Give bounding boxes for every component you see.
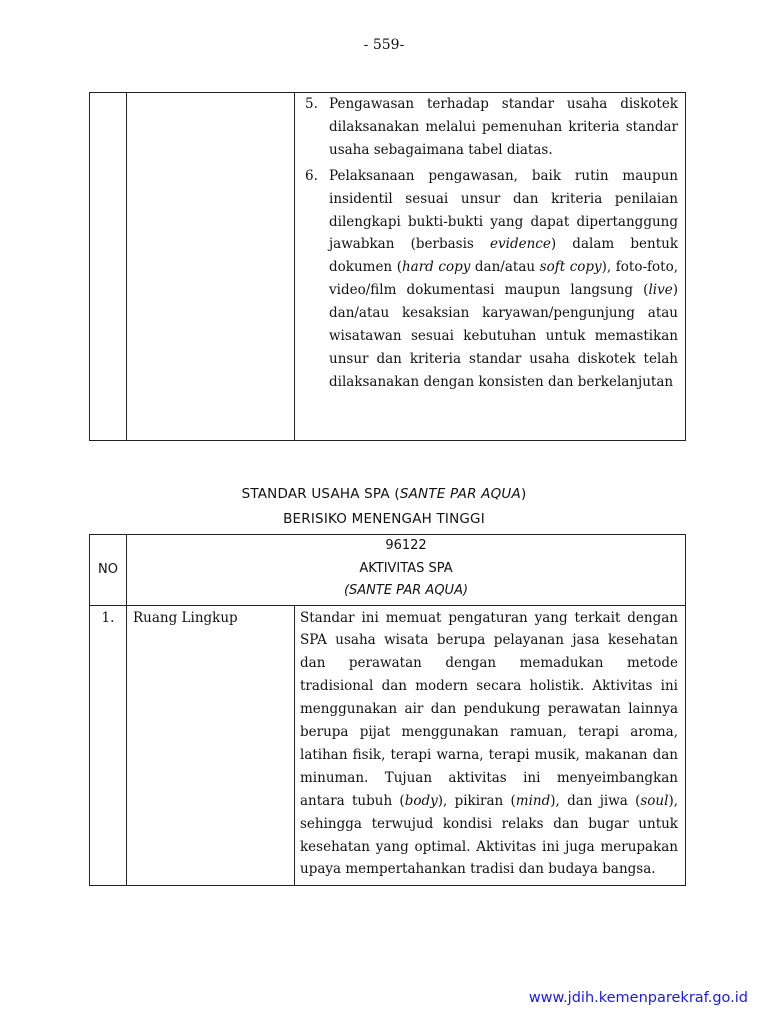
list-item-text bbox=[329, 93, 678, 162]
number-cell bbox=[90, 93, 127, 441]
text-run: Standar ini memuat pengaturan yang terkait dengan SPA usaha wisata berupa pelayanan jasa kesehatan dan perawatan dengan memadukan metode tradisional dan modern secara holistik. Aktivitas ini menggunakan air dan pendukung perawatan lainnya berupa pijat menggunakan ramuan, terapi aroma, latihan fisik, terapi warna, terapi musik, makanan dan minuman. Tujuan aktivitas ini menyeimbangkan antara tubuh ( bbox=[300, 609, 678, 809]
list-item-text bbox=[329, 165, 678, 394]
text-run: dan/atau bbox=[470, 259, 540, 276]
table-row bbox=[90, 605, 686, 886]
italic-text: soul bbox=[640, 792, 669, 809]
list-marker: 6. bbox=[305, 167, 318, 184]
text-run: ), pikiran ( bbox=[437, 792, 516, 809]
table-row bbox=[90, 93, 686, 441]
section-subtitle: BERISIKO MENENGAH TINGGI bbox=[283, 511, 485, 527]
list-item bbox=[305, 93, 678, 162]
row-number: 1. bbox=[90, 605, 127, 886]
italic-text: body bbox=[404, 792, 438, 809]
numbered-list bbox=[305, 93, 678, 394]
spa-standard-table bbox=[89, 534, 686, 886]
label-cell bbox=[127, 93, 295, 441]
section-title-prefix: STANDAR USAHA SPA ( bbox=[241, 486, 400, 502]
italic-text: mind bbox=[515, 792, 551, 809]
activity-header bbox=[127, 535, 686, 606]
italic-text: hard copy bbox=[401, 259, 471, 276]
table-header-row bbox=[90, 535, 686, 606]
activity-code: 96122 bbox=[385, 538, 427, 553]
italic-text: evidence bbox=[490, 236, 551, 253]
section-title-suffix: ) bbox=[520, 486, 527, 502]
text-run: ), sehingga terwujud kondisi relaks dan bugar untuk kesehatan yang optimal. Aktivitas ini juga merupakan upaya mempertahankan tradisi dan budaya bangsa. bbox=[300, 792, 679, 878]
footer-website-link[interactable]: www.jdih.kemenparekraf.go.id bbox=[528, 990, 748, 1006]
text-run: ), foto-foto, video/film dokumentasi maupun langsung ( bbox=[329, 259, 678, 299]
text-run: ) dalam bentuk dokumen ( bbox=[329, 236, 678, 276]
text-run: Pengawasan terhadap standar usaha diskotek dilaksanakan melalui pemenuhan kriteria standar usaha sebagaimana tabel diatas. bbox=[329, 96, 678, 158]
section-title-italic: SANTE PAR AQUA bbox=[399, 486, 521, 502]
continuation-table bbox=[89, 92, 686, 441]
no-header: NO bbox=[90, 535, 127, 606]
text-run: ), dan jiwa ( bbox=[550, 792, 641, 809]
section-title bbox=[0, 486, 768, 502]
row-label: Ruang Lingkup bbox=[127, 605, 295, 886]
text-run: Pelaksanaan pengawasan, baik rutin maupun insidentil sesuai unsur dan kriteria penilaian dilengkapi bukti-bukti yang dapat dipertanggung jawabkan (berbasis bbox=[329, 167, 678, 253]
page-number: - 559- bbox=[363, 37, 405, 53]
list-marker: 5. bbox=[305, 96, 318, 112]
content-cell bbox=[295, 93, 686, 441]
list-item bbox=[305, 165, 678, 394]
italic-text: live bbox=[648, 282, 673, 299]
text-run: ) dan/atau kesaksian karyawan/pengunjung atau wisatawan sesuai kebutuhan untuk memastikan unsur dan kriteria standar usaha diskotek telah dilaksanakan dengan konsisten dan berkelanjutan bbox=[329, 282, 678, 390]
activity-name: AKTIVITAS SPA bbox=[359, 560, 453, 576]
row-description bbox=[295, 605, 686, 886]
italic-text: soft copy bbox=[539, 259, 602, 276]
activity-subname: (SANTE PAR AQUA) bbox=[343, 583, 469, 598]
